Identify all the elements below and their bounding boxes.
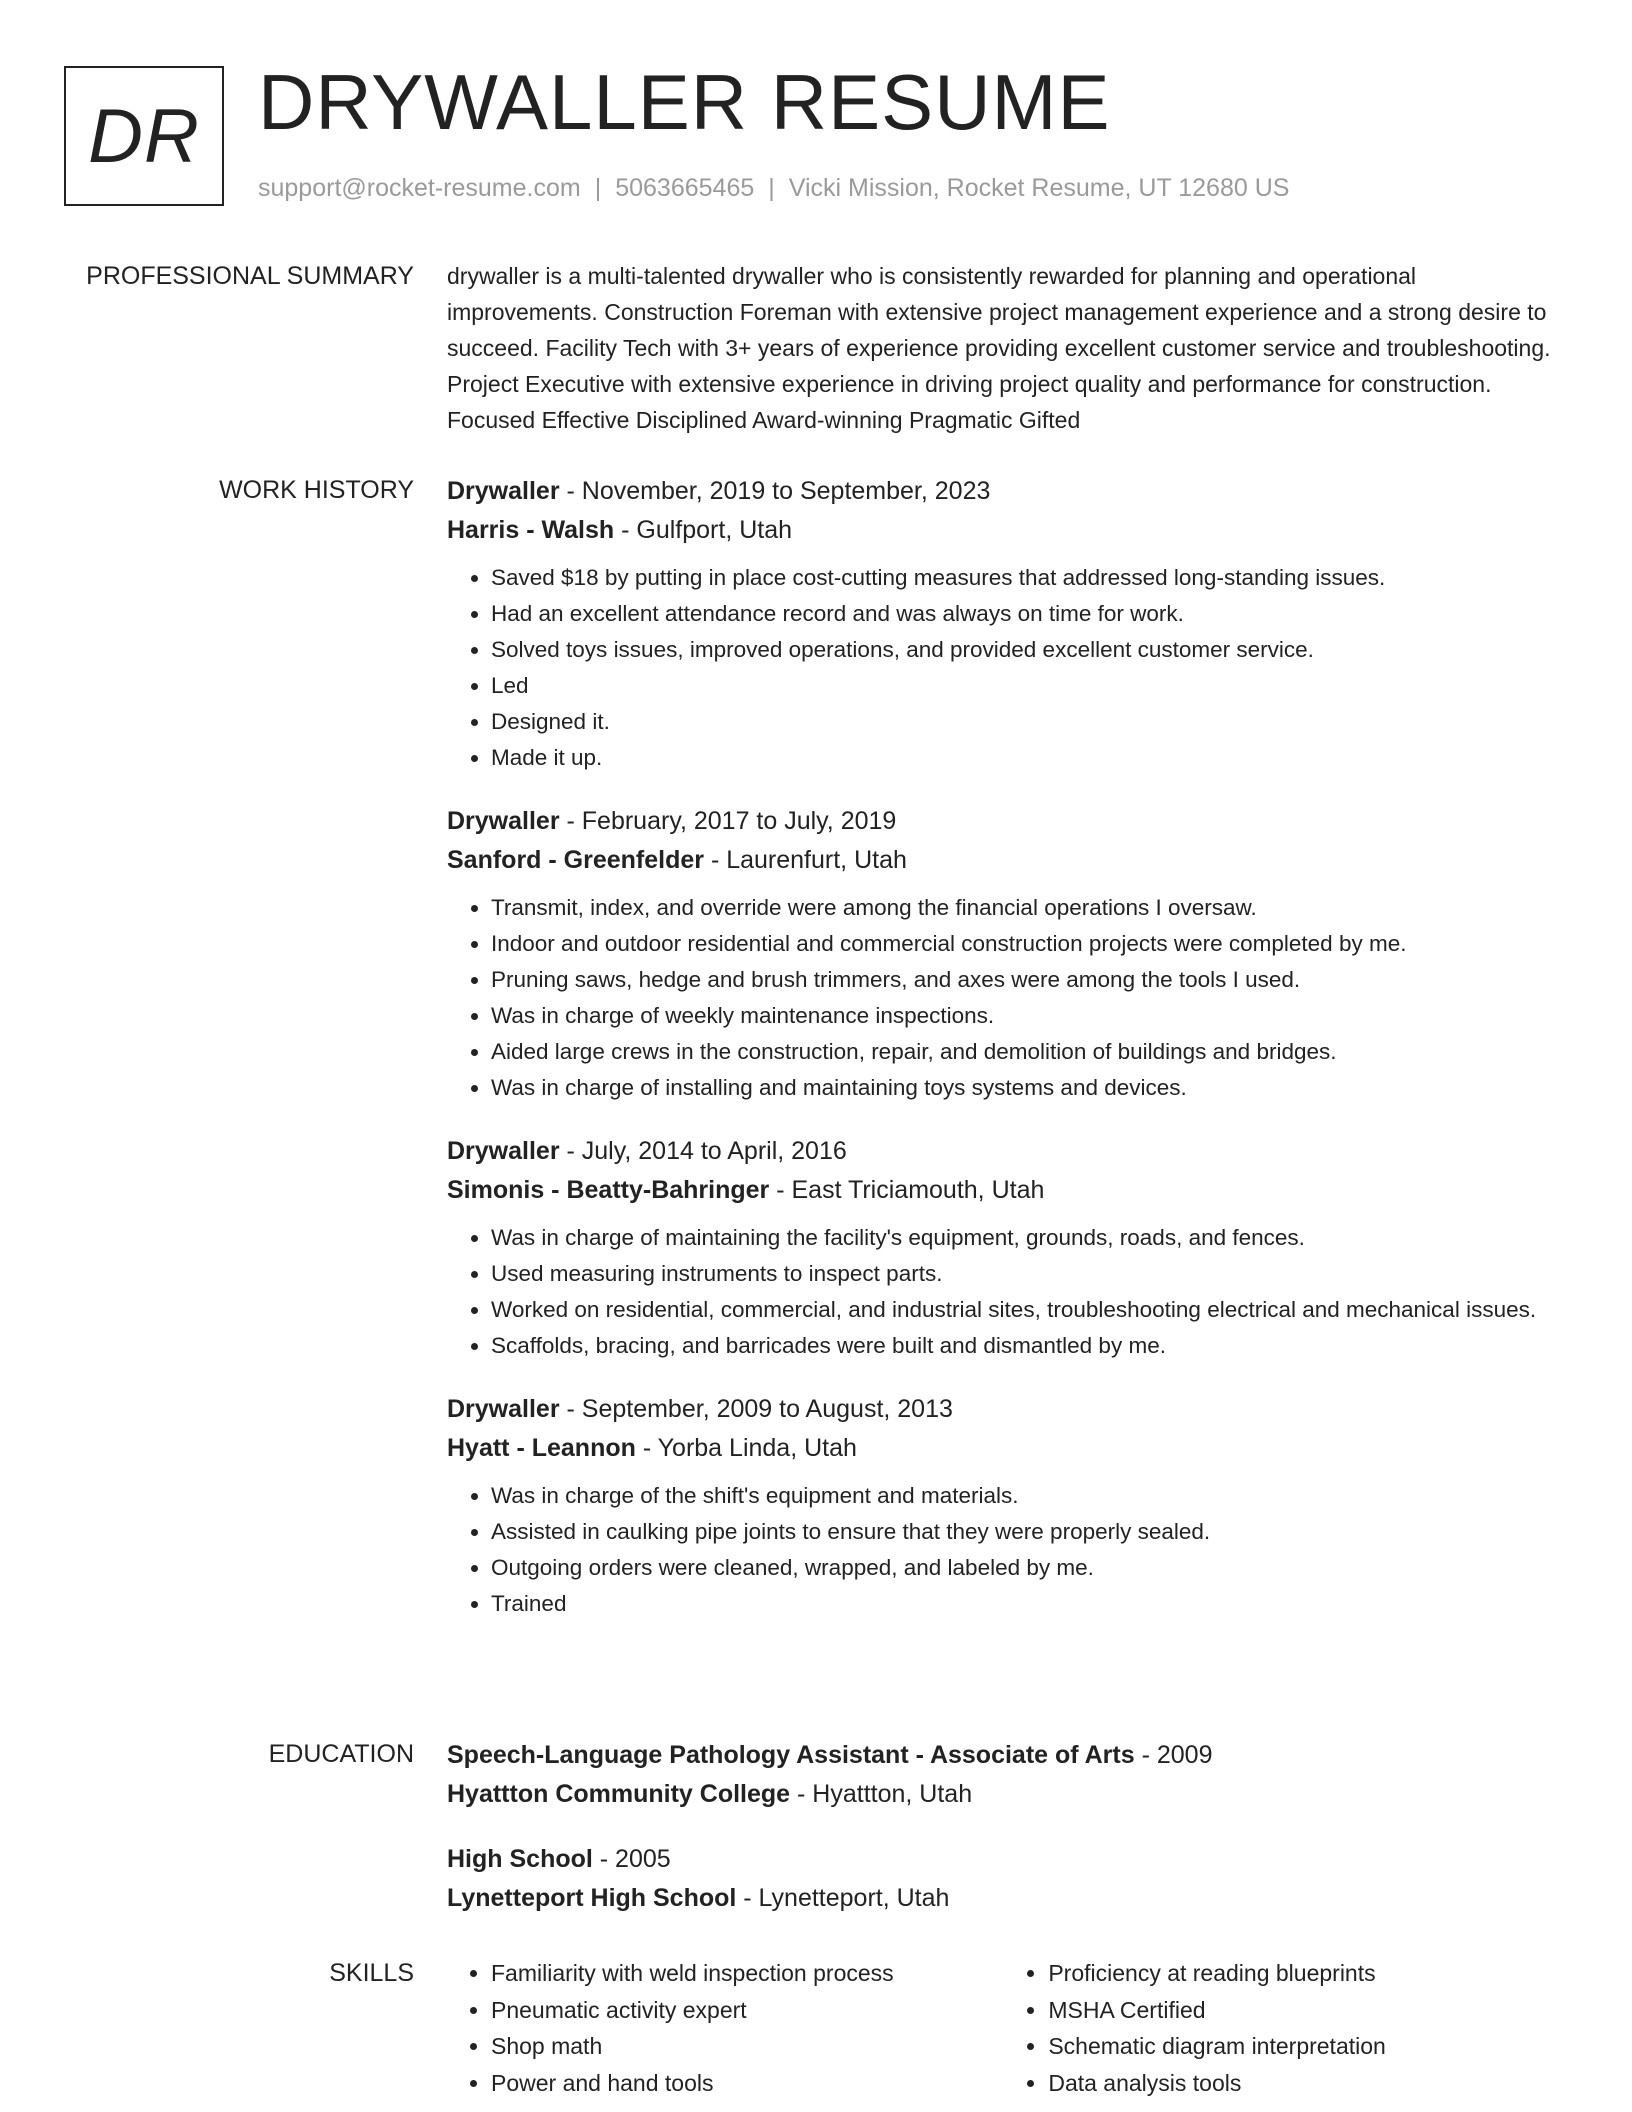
resume-title: DRYWALLER RESUME [258, 58, 1111, 146]
job-bullet: • Was in charge of installing and maintaining toys systems and devices. [491, 1070, 1571, 1106]
skill-item: • Data analysis tools [1048, 2065, 1571, 2102]
education-location: - Lynetteport, Utah [736, 1884, 950, 1912]
contact-address: Vicki Mission, Rocket Resume, UT 12680 US [788, 174, 1290, 202]
contact-separator: | [594, 174, 602, 202]
job-title-line [447, 472, 1571, 511]
education-location: - Hyattton, Utah [790, 1780, 973, 1808]
job-location: - Gulfport, Utah [614, 516, 793, 544]
job-title: Drywaller [447, 1137, 560, 1165]
job-title: Drywaller [447, 1395, 560, 1423]
job-bullet: • Made it up. [491, 740, 1571, 776]
work-history-list [447, 472, 1571, 1648]
job-company-line [447, 841, 1571, 880]
job-bullet: • Indoor and outdoor residential and commercial construction projects were completed by me. [491, 926, 1571, 962]
job-bullet: • Outgoing orders were cleaned, wrapped, and labeled by me. [491, 1550, 1571, 1586]
job-bullet: • Used measuring instruments to inspect parts. [491, 1256, 1571, 1292]
job-title-line [447, 802, 1571, 841]
job-location: - Laurenfurt, Utah [704, 846, 907, 874]
skill-item: • Shop math [491, 2028, 1004, 2065]
contact-line [258, 174, 1289, 203]
job-bullets [447, 890, 1571, 1106]
education-school: Lynetteport High School [447, 1884, 737, 1912]
education-degree-line [447, 1736, 1571, 1775]
job-bullet: • Was in charge of the shift's equipment and materials. [491, 1478, 1571, 1514]
job-dates: - November, 2019 to September, 2023 [559, 477, 991, 505]
education-entry [447, 1736, 1571, 1814]
job-bullet: • Saved $18 by putting in place cost-cutting measures that addressed long-standing issues. [491, 560, 1571, 596]
contact-phone: 5063665465 [615, 174, 755, 202]
job-entry [447, 1132, 1571, 1364]
skill-item: • Familiarity with weld inspection process [491, 1955, 1004, 1992]
contact-separator: | [768, 174, 775, 202]
job-dates: - July, 2014 to April, 2016 [559, 1137, 847, 1165]
education-school-line [447, 1879, 1571, 1918]
job-title-line [447, 1390, 1571, 1429]
job-location: - Yorba Linda, Utah [635, 1434, 857, 1462]
section-label-education: EDUCATION [268, 1740, 414, 1768]
education-list [447, 1736, 1571, 1944]
education-degree: High School [447, 1845, 593, 1873]
skills-column-left [447, 1955, 1004, 2101]
job-bullet: • Was in charge of weekly maintenance inspections. [491, 998, 1571, 1034]
job-company-line [447, 511, 1571, 550]
job-entry [447, 802, 1571, 1106]
job-company-line [447, 1429, 1571, 1468]
job-bullet: • Had an excellent attendance record and was always on time for work. [491, 596, 1571, 632]
job-title: Drywaller [447, 477, 560, 505]
job-company: Simonis - Beatty-Bahringer [447, 1176, 770, 1204]
education-degree-line [447, 1840, 1571, 1879]
job-dates: - September, 2009 to August, 2013 [559, 1395, 953, 1423]
job-bullet: • Designed it. [491, 704, 1571, 740]
job-company: Sanford - Greenfelder [447, 846, 704, 874]
job-location: - East Triciamouth, Utah [769, 1176, 1045, 1204]
job-bullet: • Assisted in caulking pipe joints to ensure that they were properly sealed. [491, 1514, 1571, 1550]
education-school: Hyattton Community College [447, 1780, 791, 1808]
education-degree: Speech-Language Pathology Assistant - Associate of Arts [447, 1741, 1135, 1769]
contact-email: support@rocket-resume.com [258, 174, 581, 202]
summary-text: drywaller is a multi-talented drywaller who is consistently rewarded for planning and operational improvements. Construction Foreman with extensive project management experience and a strong desire to succeed. Facility Tech with 3+ years of experience providing excellent customer service and troubleshooting. Project Executive with extensive experience in driving project quality and performance for construction. Focused Effective Disciplined Award-winning Pragmatic Gifted [447, 263, 1551, 433]
job-company-line [447, 1171, 1571, 1210]
education-entry [447, 1840, 1571, 1918]
job-bullets [447, 1220, 1571, 1364]
section-label-skills: SKILLS [329, 1959, 414, 1987]
education-school-line [447, 1775, 1571, 1814]
job-bullet: • Transmit, index, and override were among the financial operations I oversaw. [491, 890, 1571, 926]
education-year: - 2009 [1134, 1741, 1213, 1769]
job-company: Hyatt - Leannon [447, 1434, 636, 1462]
job-entry [447, 1390, 1571, 1622]
job-bullet: • Worked on residential, commercial, and industrial sites, troubleshooting electrical and mechanical issues. [491, 1292, 1571, 1328]
monogram-logo: DR [64, 66, 224, 206]
job-bullet: • Led [491, 668, 1571, 704]
skills-columns [447, 1955, 1571, 2101]
skill-item: • MSHA Certified [1048, 1992, 1571, 2029]
skill-item: • Power and hand tools [491, 2065, 1004, 2102]
skills-column-right [1004, 1955, 1571, 2101]
skills-list [447, 1955, 1571, 2101]
job-bullet: • Was in charge of maintaining the facility's equipment, grounds, roads, and fences. [491, 1220, 1571, 1256]
skill-item: • Schematic diagram interpretation [1048, 2028, 1571, 2065]
job-bullet: • Aided large crews in the construction, repair, and demolition of buildings and bridges. [491, 1034, 1571, 1070]
job-title-line [447, 1132, 1571, 1171]
section-label-work-history: WORK HISTORY [219, 476, 414, 504]
job-bullet: • Pruning saws, hedge and brush trimmers, and axes were among the tools I used. [491, 962, 1571, 998]
job-bullet: • Trained [491, 1586, 1571, 1622]
job-entry [447, 472, 1571, 776]
job-company: Harris - Walsh [447, 516, 615, 544]
job-dates: - February, 2017 to July, 2019 [559, 807, 897, 835]
skill-item: • Pneumatic activity expert [491, 1992, 1004, 2029]
job-title: Drywaller [447, 807, 560, 835]
job-bullets [447, 1478, 1571, 1622]
section-label-summary: PROFESSIONAL SUMMARY [86, 262, 414, 290]
education-year: - 2005 [592, 1845, 671, 1873]
skill-item: • Proficiency at reading blueprints [1048, 1955, 1571, 1992]
job-bullet: • Solved toys issues, improved operations, and provided excellent customer service. [491, 632, 1571, 668]
job-bullets [447, 560, 1571, 776]
job-bullet: • Scaffolds, bracing, and barricades were built and dismantled by me. [491, 1328, 1571, 1364]
